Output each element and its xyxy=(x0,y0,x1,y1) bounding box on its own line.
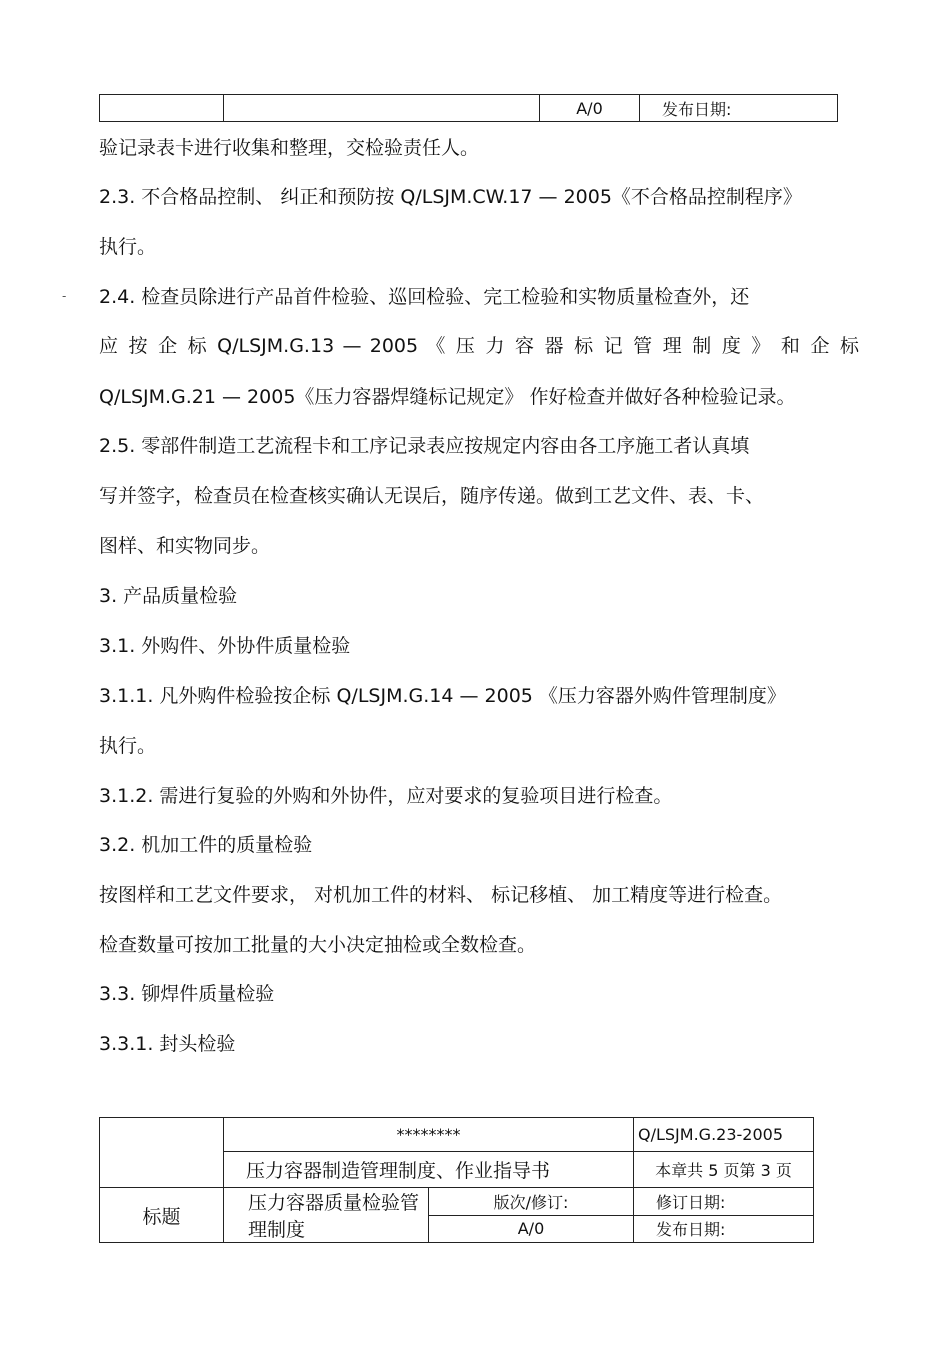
body-line: 2.3. 不合格品控制、 纠正和预防按 Q/LSJM.CW.17 — 2005《不合格品控制程序》 xyxy=(99,186,802,208)
footer-version: A/0 xyxy=(429,1215,634,1243)
body-line: 写并签字，检查员在检查核实确认无误后，随序传递。做到工艺文件、表、卡、 xyxy=(99,485,765,507)
footer-publish-date-label: 发布日期: xyxy=(634,1215,814,1243)
body-line: 执行。 xyxy=(99,236,157,258)
section-heading: 3.1. 外购件、外协件质量检验 xyxy=(99,635,351,657)
footer-title: 压力容器质量检验管理制度 xyxy=(224,1188,429,1243)
header-cell-empty-2 xyxy=(224,95,540,122)
header-publish-date-label: 发布日期: xyxy=(640,95,838,122)
margin-mark: - xyxy=(62,289,67,303)
footer-doc-code: Q/LSJM.G.23-2005 xyxy=(634,1118,814,1152)
footer-doc-series: 压力容器制造管理制度、作业指导书 xyxy=(224,1152,634,1188)
footer-revise-date-label: 修订日期: xyxy=(634,1188,814,1216)
footer-title-label: 标题 xyxy=(100,1188,224,1243)
header-table xyxy=(99,94,838,122)
body-line: 验记录表卡进行收集和整理，交检验责任人。 xyxy=(99,137,480,159)
header-version: A/0 xyxy=(540,95,640,122)
section-heading: 3.3. 铆焊件质量检验 xyxy=(99,983,275,1005)
footer-page-info: 本章共 5 页第 3 页 xyxy=(634,1152,814,1188)
body-line: 图样、和实物同步。 xyxy=(99,535,271,557)
body-line: 2.5. 零部件制造工艺流程卡和工序记录表应按规定内容由各工序施工者认真填 xyxy=(99,435,750,457)
body-line: 应 按 企 标 Q/LSJM.G.13 — 2005 《 压 力 容 器 标 记 管 理 制 度 》 和 企 标 xyxy=(99,335,859,357)
body-line: Q/LSJM.G.21 — 2005《压力容器焊缝标记规定》 作好检查并做好各种检验记录。 xyxy=(99,386,796,408)
header-cell-empty-1 xyxy=(100,95,224,122)
body-line: 3.1.2. 需进行复验的外购和外协件，应对要求的复验项目进行检查。 xyxy=(99,785,673,807)
body-line: 执行。 xyxy=(99,735,157,757)
body-line: 检查数量可按加工批量的大小决定抽检或全数检查。 xyxy=(99,934,537,956)
section-heading: 3. 产品质量检验 xyxy=(99,585,238,607)
body-line: 按图样和工艺文件要求， 对机加工件的材料、 标记移植、 加工精度等进行检查。 xyxy=(99,884,783,906)
section-heading: 3.2. 机加工件的质量检验 xyxy=(99,834,313,856)
footer-table xyxy=(99,1117,814,1243)
body-line: 3.1.1. 凡外购件检验按企标 Q/LSJM.G.14 — 2005 《压力容器外购件管理制度》 xyxy=(99,685,786,707)
section-heading: 3.3.1. 封头检验 xyxy=(99,1033,236,1055)
footer-version-label: 版次/修订: xyxy=(429,1188,634,1216)
footer-logo-cell xyxy=(100,1118,224,1188)
body-line: 2.4. 检查员除进行产品首件检验、巡回检验、完工检验和实物质量检查外，还 xyxy=(99,286,750,308)
footer-stars: ******** xyxy=(224,1118,634,1152)
